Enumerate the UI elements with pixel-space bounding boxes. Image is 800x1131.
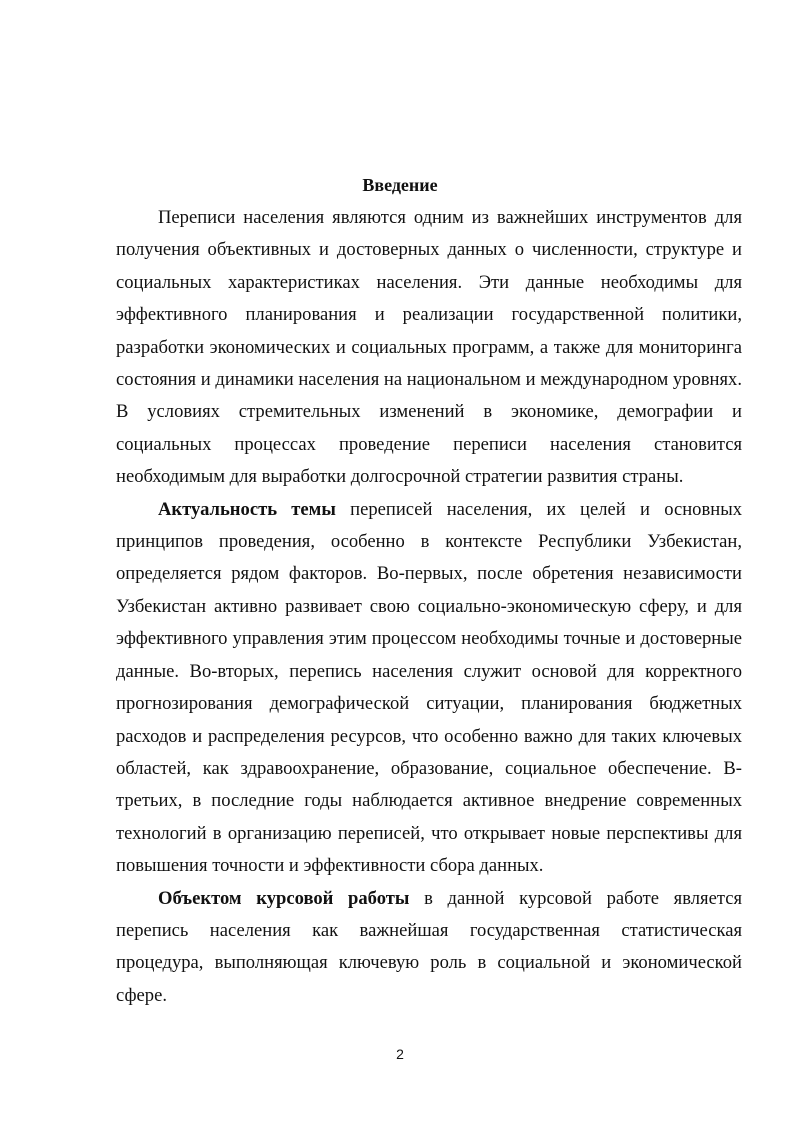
paragraph-lead: Объектом курсовой работы <box>158 887 410 909</box>
paragraph-object <box>116 883 742 1013</box>
paragraph-text: переписей населения, их целей и основных принципов проведения, особенно в контексте Республики Узбекистан, определяется рядом факторов. Во-первых, после обретения независимости Узбекистан активно развивает свою социально-экономическую сферу, и для эффективного управления этим процессом необходимы точные и достоверные данные. Во-вторых, перепись населения служит основой для корректного прогнозирования демографической ситуации, планирования бюджетных расходов и распределения ресурсов, что особенно важно для таких ключевых областей, как здравоохранение, образование, социальное обеспечение. В-третьих, в последние годы наблюдается активное внедрение современных технологий в организацию переписей, что открывает новые перспективы для повышения точности и эффективности сбора данных. <box>116 498 742 877</box>
paragraph-text: в данной курсовой работе является перепись населения как важнейшая государственная статистическая процедура, выполняющая ключевую роль в социальной и экономической сфере. <box>116 887 743 1006</box>
page-number: 2 <box>396 1046 404 1062</box>
page-title: Введение <box>362 175 438 195</box>
paragraph-text: Переписи населения являются одним из важнейших инструментов для получения объективных и достоверных данных о численности, структуре и социальных характеристиках населения. Эти данные необходимы для эффективного планирования и реализации государственной политики, разработки экономических и социальных программ, а также для мониторинга состояния и динамики населения на национальном и международном уровнях. В условиях стремительных изменений в экономике, демографии и социальных процессах проведение переписи населения становится необходимым для выработки долгосрочной стратегии развития страны. <box>116 207 742 488</box>
document-body <box>116 202 742 1012</box>
paragraph-introduction <box>116 202 742 494</box>
paragraph-lead: Актуальность темы <box>158 498 336 520</box>
paragraph-relevance <box>116 494 742 883</box>
